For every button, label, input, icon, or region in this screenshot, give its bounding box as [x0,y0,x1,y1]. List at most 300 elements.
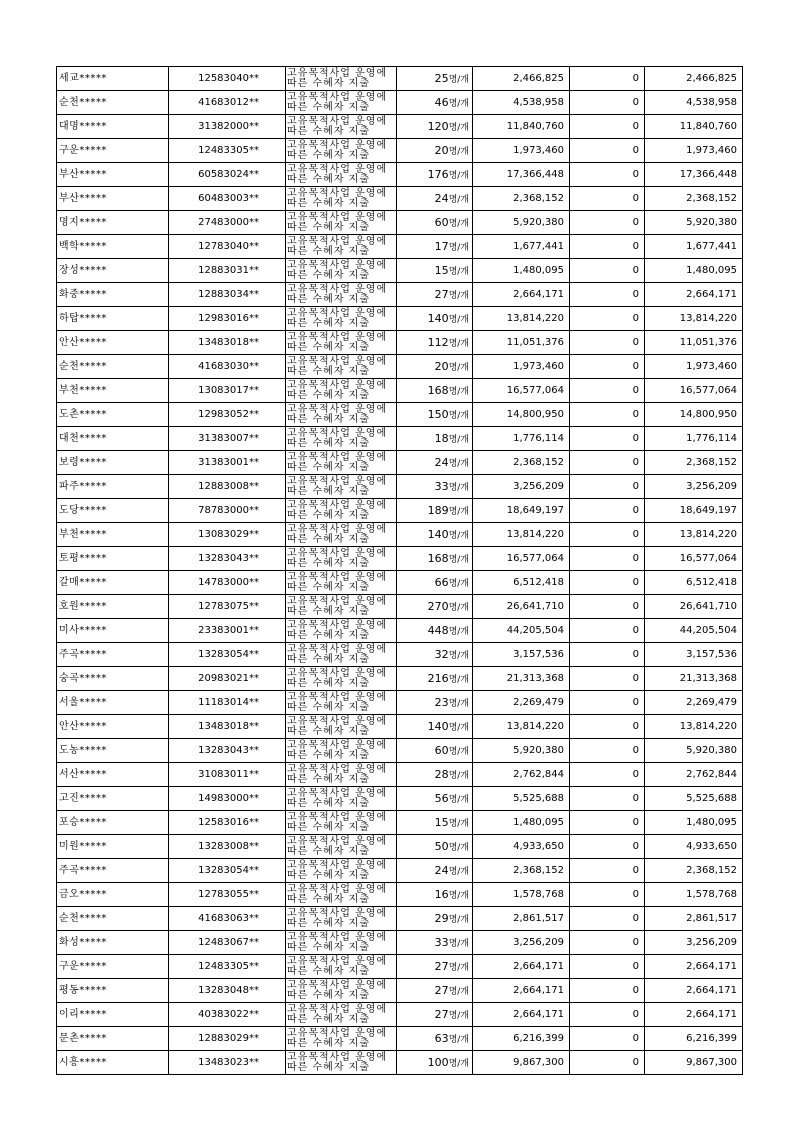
table-row [57,475,743,499]
total-cell: 16,577,064 [645,547,743,571]
description-line-2: 따른 수혜자 지출 [287,797,370,809]
recipient-code: 12483305** [169,139,286,163]
expense-description [286,379,397,403]
count-value: 216 [427,671,449,685]
expense-description [286,547,397,571]
recipient-code: 27483000** [169,211,286,235]
table-row [57,163,743,187]
expense-description [286,139,397,163]
description-line-2: 따른 수혜자 지출 [287,989,370,1001]
recipient-code: 40383022** [169,1003,286,1027]
recipient-count [397,1003,473,1027]
recipient-name: 장성***** [57,259,169,283]
amount-cell: 16,577,064 [473,547,570,571]
amount-cell: 1,973,460 [473,139,570,163]
total-cell: 11,051,376 [645,331,743,355]
description-line-1: 고유목적사업 운영에 [287,691,388,703]
count-value: 15 [434,815,449,829]
description-line-1: 고유목적사업 운영에 [287,355,388,367]
description-line-1: 고유목적사업 운영에 [287,667,388,679]
total-cell: 5,920,380 [645,211,743,235]
zero-cell: 0 [570,523,645,547]
count-value: 18 [434,431,449,445]
recipient-count [397,91,473,115]
recipient-code: 13283054** [169,859,286,883]
description-line-1: 고유목적사업 운영에 [287,139,388,151]
table-row [57,715,743,739]
amount-cell: 1,973,460 [473,355,570,379]
count-unit: 명/개 [448,1034,469,1045]
count-unit: 명/개 [448,890,469,901]
expense-description [286,283,397,307]
count-unit: 명/개 [448,794,469,805]
count-value: 270 [427,599,449,613]
recipient-name: 고진***** [57,787,169,811]
expense-description [286,667,397,691]
description-line-1: 고유목적사업 운영에 [287,307,388,319]
description-line-2: 따른 수혜자 지출 [287,389,370,401]
description-line-1: 고유목적사업 운영에 [287,187,388,199]
recipient-count [397,331,473,355]
count-value: 120 [427,119,449,133]
amount-cell: 2,861,517 [473,907,570,931]
zero-cell: 0 [570,307,645,331]
recipient-name: 주곡***** [57,643,169,667]
count-unit: 명/개 [448,770,469,781]
recipient-code: 41683030** [169,355,286,379]
count-unit: 명/개 [448,74,469,85]
total-cell: 13,814,220 [645,715,743,739]
description-line-2: 따른 수혜자 지출 [287,1037,370,1049]
recipient-count [397,475,473,499]
amount-cell: 16,577,064 [473,379,570,403]
description-line-1: 고유목적사업 운영에 [287,739,388,751]
expense-description [286,499,397,523]
recipient-name: 미사***** [57,619,169,643]
description-line-2: 따른 수혜자 지출 [287,941,370,953]
count-unit: 명/개 [448,218,469,229]
zero-cell: 0 [570,811,645,835]
recipient-name: 안산***** [57,331,169,355]
recipient-count [397,811,473,835]
expense-description [286,67,397,91]
recipient-code: 12883029** [169,1027,286,1051]
recipient-code: 13083029** [169,523,286,547]
recipient-count [397,163,473,187]
recipient-code: 12883008** [169,475,286,499]
description-line-2: 따른 수혜자 지출 [287,341,370,353]
total-cell: 1,480,095 [645,811,743,835]
table-row [57,403,743,427]
expense-description [286,1027,397,1051]
description-line-1: 고유목적사업 운영에 [287,907,388,919]
count-value: 63 [434,1031,449,1045]
count-unit: 명/개 [448,338,469,349]
description-line-2: 따른 수혜자 지출 [287,317,370,329]
count-value: 28 [434,767,449,781]
count-value: 140 [427,311,449,325]
recipient-name: 부산***** [57,163,169,187]
count-unit: 명/개 [448,266,469,277]
recipient-code: 12483305** [169,955,286,979]
recipient-count [397,1051,473,1075]
recipient-code: 31383001** [169,451,286,475]
description-line-2: 따른 수혜자 지출 [287,821,370,833]
amount-cell: 2,762,844 [473,763,570,787]
recipient-code: 13483018** [169,715,286,739]
count-value: 66 [434,575,449,589]
total-cell: 2,368,152 [645,859,743,883]
zero-cell: 0 [570,691,645,715]
description-line-2: 따른 수혜자 지출 [287,413,370,425]
zero-cell: 0 [570,715,645,739]
total-cell: 9,867,300 [645,1051,743,1075]
count-value: 33 [434,479,449,493]
recipient-name: 주곡***** [57,859,169,883]
recipient-name: 토평***** [57,547,169,571]
count-unit: 명/개 [448,242,469,253]
table-row [57,883,743,907]
recipient-count [397,931,473,955]
count-value: 50 [434,839,449,853]
amount-cell: 13,814,220 [473,307,570,331]
description-line-1: 고유목적사업 운영에 [287,883,388,895]
count-unit: 명/개 [448,674,469,685]
expense-description [286,451,397,475]
recipient-count [397,667,473,691]
recipient-name: 하탑***** [57,307,169,331]
table-row [57,115,743,139]
count-unit: 명/개 [448,410,469,421]
zero-cell: 0 [570,115,645,139]
total-cell: 2,664,171 [645,955,743,979]
count-value: 20 [434,143,449,157]
description-line-1: 고유목적사업 운영에 [287,619,388,631]
table-row [57,643,743,667]
amount-cell: 2,664,171 [473,1003,570,1027]
recipient-code: 41683012** [169,91,286,115]
recipient-count [397,715,473,739]
description-line-2: 따른 수혜자 지출 [287,365,370,377]
description-line-1: 고유목적사업 운영에 [287,1003,388,1015]
recipient-code: 60583024** [169,163,286,187]
total-cell: 44,205,504 [645,619,743,643]
recipient-code: 13483018** [169,331,286,355]
count-unit: 명/개 [448,842,469,853]
description-line-1: 고유목적사업 운영에 [287,283,388,295]
count-value: 24 [434,191,449,205]
total-cell: 18,649,197 [645,499,743,523]
description-line-1: 고유목적사업 운영에 [287,211,388,223]
description-line-1: 고유목적사업 운영에 [287,547,388,559]
expense-description [286,1051,397,1075]
expense-description [286,115,397,139]
table-row [57,523,743,547]
table-row [57,1027,743,1051]
recipient-count [397,379,473,403]
recipient-code: 12783075** [169,595,286,619]
count-unit: 명/개 [448,170,469,181]
zero-cell: 0 [570,427,645,451]
zero-cell: 0 [570,139,645,163]
amount-cell: 2,368,152 [473,451,570,475]
count-value: 24 [434,863,449,877]
count-value: 24 [434,455,449,469]
recipient-code: 12883034** [169,283,286,307]
table-row [57,211,743,235]
amount-cell: 5,920,380 [473,211,570,235]
description-line-1: 고유목적사업 운영에 [287,451,388,463]
total-cell: 26,641,710 [645,595,743,619]
table-row [57,859,743,883]
recipient-name: 순천***** [57,907,169,931]
total-cell: 2,664,171 [645,979,743,1003]
expense-description [286,595,397,619]
total-cell: 5,525,688 [645,787,743,811]
count-value: 140 [427,719,449,733]
description-line-1: 고유목적사업 운영에 [287,715,388,727]
expense-description [286,211,397,235]
recipient-code: 14783000** [169,571,286,595]
expense-description [286,787,397,811]
recipient-name: 문촌***** [57,1027,169,1051]
recipient-count [397,259,473,283]
count-value: 17 [434,239,449,253]
recipient-code: 12983016** [169,307,286,331]
description-line-2: 따른 수혜자 지출 [287,869,370,881]
count-unit: 명/개 [448,530,469,541]
zero-cell: 0 [570,451,645,475]
description-line-1: 고유목적사업 운영에 [287,67,388,79]
total-cell: 1,578,768 [645,883,743,907]
expense-description [286,331,397,355]
description-line-2: 따른 수혜자 지출 [287,557,370,569]
amount-cell: 5,525,688 [473,787,570,811]
amount-cell: 11,840,760 [473,115,570,139]
zero-cell: 0 [570,355,645,379]
zero-cell: 0 [570,835,645,859]
expense-description [286,931,397,955]
total-cell: 16,577,064 [645,379,743,403]
recipient-count [397,619,473,643]
total-cell: 5,920,380 [645,739,743,763]
zero-cell: 0 [570,619,645,643]
description-line-2: 따른 수혜자 지출 [287,701,370,713]
expense-description [286,907,397,931]
count-value: 168 [427,551,449,565]
description-line-1: 고유목적사업 운영에 [287,499,388,511]
description-line-2: 따른 수혜자 지출 [287,845,370,857]
table-row [57,955,743,979]
count-unit: 명/개 [448,746,469,757]
description-line-2: 따른 수혜자 지출 [287,725,370,737]
amount-cell: 18,649,197 [473,499,570,523]
expense-description [286,691,397,715]
table-row [57,571,743,595]
total-cell: 3,157,536 [645,643,743,667]
table-row [57,979,743,1003]
count-unit: 명/개 [448,386,469,397]
table-row [57,739,743,763]
count-unit: 명/개 [448,362,469,373]
amount-cell: 26,641,710 [473,595,570,619]
recipient-name: 시흥***** [57,1051,169,1075]
zero-cell: 0 [570,379,645,403]
total-cell: 3,256,209 [645,475,743,499]
total-cell: 1,480,095 [645,259,743,283]
recipient-name: 미원***** [57,835,169,859]
total-cell: 1,973,460 [645,139,743,163]
total-cell: 3,256,209 [645,931,743,955]
expense-description [286,427,397,451]
description-line-1: 고유목적사업 운영에 [287,379,388,391]
recipient-code: 14983000** [169,787,286,811]
recipient-name: 화성***** [57,931,169,955]
zero-cell: 0 [570,787,645,811]
table-row [57,139,743,163]
expense-description [286,475,397,499]
recipient-name: 명지***** [57,211,169,235]
count-value: 56 [434,791,449,805]
recipient-code: 78783000** [169,499,286,523]
zero-cell: 0 [570,1027,645,1051]
recipient-name: 부천***** [57,523,169,547]
recipient-name: 숭곡***** [57,667,169,691]
table-row [57,619,743,643]
count-unit: 명/개 [448,290,469,301]
table-row [57,67,743,91]
recipient-count [397,571,473,595]
recipient-code: 13283054** [169,643,286,667]
recipient-name: 호원***** [57,595,169,619]
amount-cell: 11,051,376 [473,331,570,355]
table-row [57,811,743,835]
amount-cell: 2,664,171 [473,955,570,979]
count-value: 176 [427,167,449,181]
zero-cell: 0 [570,955,645,979]
recipient-count [397,883,473,907]
count-unit: 명/개 [448,98,469,109]
recipient-code: 12983052** [169,403,286,427]
recipient-count [397,211,473,235]
amount-cell: 17,366,448 [473,163,570,187]
recipient-count [397,187,473,211]
recipient-count [397,595,473,619]
amount-cell: 1,578,768 [473,883,570,907]
count-unit: 명/개 [448,506,469,517]
amount-cell: 9,867,300 [473,1051,570,1075]
zero-cell: 0 [570,211,645,235]
count-value: 27 [434,959,449,973]
recipient-name: 백학***** [57,235,169,259]
description-line-2: 따른 수혜자 지출 [287,245,370,257]
count-value: 25 [434,71,449,85]
count-unit: 명/개 [448,1058,469,1069]
recipient-name: 안산***** [57,715,169,739]
recipient-code: 13483023** [169,1051,286,1075]
recipient-count [397,499,473,523]
recipient-name: 보령***** [57,451,169,475]
zero-cell: 0 [570,163,645,187]
total-cell: 6,216,399 [645,1027,743,1051]
description-line-1: 고유목적사업 운영에 [287,595,388,607]
table-row [57,91,743,115]
amount-cell: 2,269,479 [473,691,570,715]
expense-description [286,955,397,979]
table-row [57,235,743,259]
expense-description [286,715,397,739]
expense-description [286,859,397,883]
table-row [57,379,743,403]
description-line-1: 고유목적사업 운영에 [287,163,388,175]
recipient-name: 서울***** [57,691,169,715]
recipient-count [397,115,473,139]
count-value: 27 [434,287,449,301]
recipient-name: 대천***** [57,427,169,451]
count-value: 150 [427,407,449,421]
count-value: 16 [434,887,449,901]
count-value: 112 [427,335,449,349]
description-line-2: 따른 수혜자 지출 [287,269,370,281]
recipient-code: 12883031** [169,259,286,283]
expense-description [286,619,397,643]
description-line-2: 따른 수혜자 지출 [287,509,370,521]
zero-cell: 0 [570,1003,645,1027]
table-row [57,787,743,811]
amount-cell: 4,538,958 [473,91,570,115]
description-line-1: 고유목적사업 운영에 [287,979,388,991]
count-unit: 명/개 [448,962,469,973]
table-row [57,451,743,475]
recipient-code: 12783040** [169,235,286,259]
expense-description [286,355,397,379]
recipient-code: 12583016** [169,811,286,835]
recipient-name: 구운***** [57,139,169,163]
description-line-2: 따른 수혜자 지출 [287,197,370,209]
table-row [57,763,743,787]
recipient-name: 도농***** [57,739,169,763]
amount-cell: 3,256,209 [473,931,570,955]
zero-cell: 0 [570,475,645,499]
count-unit: 명/개 [448,146,469,157]
recipient-count [397,739,473,763]
recipient-name: 구운***** [57,955,169,979]
amount-cell: 2,466,825 [473,67,570,91]
recipient-name: 대명***** [57,115,169,139]
description-line-1: 고유목적사업 운영에 [287,403,388,415]
amount-cell: 44,205,504 [473,619,570,643]
expense-description [286,643,397,667]
description-line-2: 따른 수혜자 지출 [287,533,370,545]
table-row [57,547,743,571]
zero-cell: 0 [570,907,645,931]
zero-cell: 0 [570,283,645,307]
zero-cell: 0 [570,259,645,283]
amount-cell: 4,933,650 [473,835,570,859]
zero-cell: 0 [570,1051,645,1075]
description-line-2: 따른 수혜자 지출 [287,461,370,473]
description-line-1: 고유목적사업 운영에 [287,931,388,943]
count-value: 23 [434,695,449,709]
count-value: 27 [434,1007,449,1021]
amount-cell: 13,814,220 [473,715,570,739]
zero-cell: 0 [570,91,645,115]
recipient-code: 12483067** [169,931,286,955]
amount-cell: 1,776,114 [473,427,570,451]
count-unit: 명/개 [448,194,469,205]
expense-description [286,571,397,595]
amount-cell: 2,368,152 [473,859,570,883]
